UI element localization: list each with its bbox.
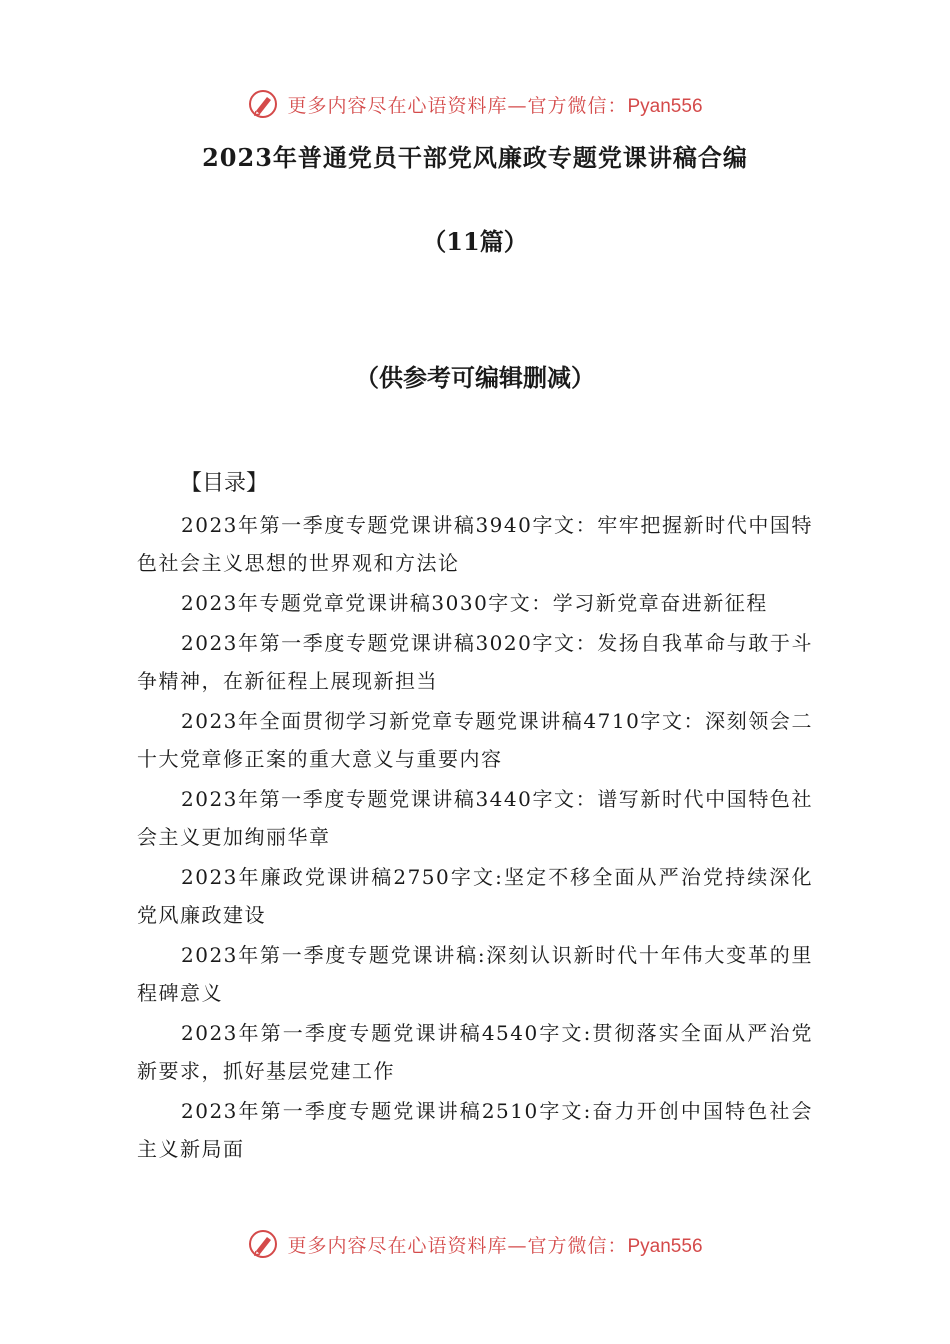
document-title: 2023年普通党员干部党风廉政专题党课讲稿合编 xyxy=(202,143,748,172)
toc-item: 2023年第一季度专题党课讲稿:深刻认识新时代十年伟大变革的里程碑意义 xyxy=(137,943,813,1005)
table-of-contents xyxy=(137,506,813,1168)
editable-note: （供参考可编辑删减） xyxy=(355,363,595,392)
article-count: （11篇） xyxy=(422,227,528,256)
header-watermark-banner xyxy=(0,82,950,126)
toc-item: 2023年第一季度专题党课讲稿2510字文:奋力开创中国特色社会主义新局面 xyxy=(137,1099,813,1161)
pen-logo-icon xyxy=(247,1228,279,1260)
toc-item: 2023年廉政党课讲稿2750字文:坚定不移全面从严治党持续深化党风廉政建设 xyxy=(137,865,813,927)
watermark-text: 更多内容尽在心语资料库—官方微信：Pyan556 xyxy=(287,94,703,117)
toc-item: 2023年第一季度专题党课讲稿3440字文：谱写新时代中国特色社会主义更加绚丽华章 xyxy=(137,787,813,849)
pen-logo-icon xyxy=(247,88,279,120)
toc-item: 2023年专题党章党课讲稿3030字文：学习新党章奋进新征程 xyxy=(181,591,768,615)
toc-heading: 【目录】 xyxy=(180,471,269,496)
watermark-text: 更多内容尽在心语资料库—官方微信：Pyan556 xyxy=(287,1234,703,1257)
toc-item: 2023年全面贯彻学习新党章专题党课讲稿4710字文：深刻领会二十大党章修正案的重大意义与重要内容 xyxy=(137,709,813,771)
toc-item: 2023年第一季度专题党课讲稿3940字文：牢牢把握新时代中国特色社会主义思想的世界观和方法论 xyxy=(137,513,813,575)
toc-item: 2023年第一季度专题党课讲稿4540字文:贯彻落实全面从严治党新要求，抓好基层党建工作 xyxy=(137,1021,813,1083)
toc-item: 2023年第一季度专题党课讲稿3020字文：发扬自我革命与敢于斗争精神，在新征程上展现新担当 xyxy=(137,631,813,693)
footer-watermark-banner xyxy=(0,1222,950,1266)
